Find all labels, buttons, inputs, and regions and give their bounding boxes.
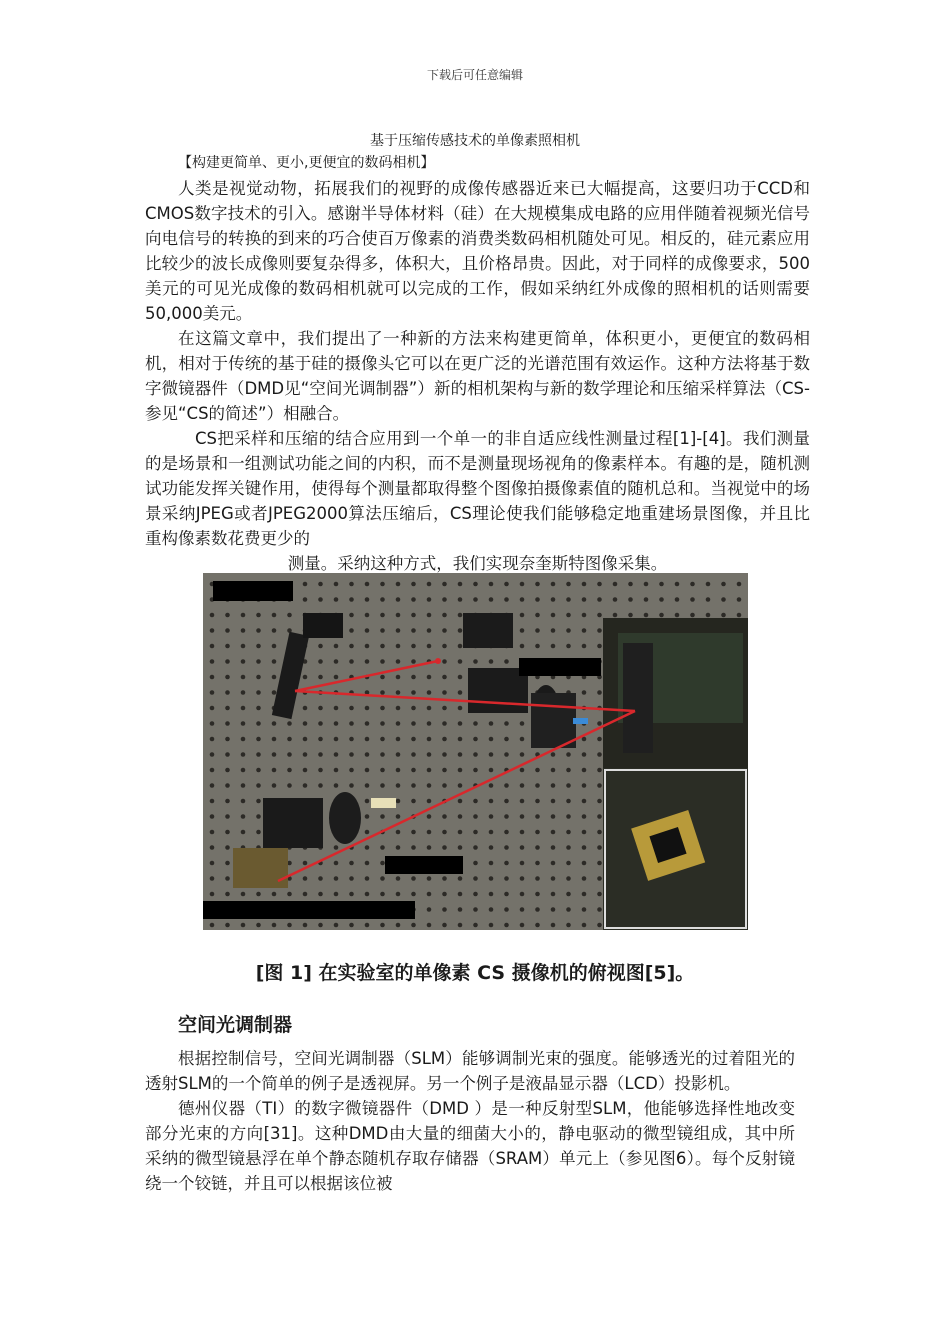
paragraph-2: 在这篇文章中，我们提出了一种新的方法来构建更简单，体积更小，更便宜的数码相机，相对于传统的基于硅的摄像头它可以在更广泛的光谱范围有效运作。这种方法将基于数字微镜器件（DMD见“空间光调制器”）新的相机架构与新的数学理论和压缩采样算法（CS-参见“CS的简述”）相融合。 <box>145 329 810 423</box>
redaction-bar <box>203 901 415 919</box>
paragraph-3-tail: 测量。采纳这种方式，我们实现奈奎斯特图像采集。 <box>287 554 668 573</box>
blue-tag <box>573 718 588 724</box>
section-paragraph-2: 德州仪器（TI）的数字微镜器件（DMD ）是一种反射型SLM，他能够选择性地改变部分光束的方向[31]。这种DMD由大量的细菌大小的，静电驱动的微型镜组成，其中所采纳的微型镜悬浮在单个静态随机存取存储器（SRAM）单元上（参见图6）。每个反射镜绕一个铰链，并且可以根据该位被 <box>145 1099 795 1193</box>
lens-holder <box>303 613 343 638</box>
lab-setup-photo <box>203 573 748 930</box>
paragraph-1: 人类是视觉动物，拓展我们的视野的成像传感器近来已大幅提高，这要归功于CCD和CMOS数字技术的引入。感谢半导体材料（硅）在大规模集成电路的应用伴随着视频光信号向电信号的转换的到来的巧合使百万像素的消费类数码相机随处可见。相反的，硅元素应用比较少的波长成像则要复杂得多，体积大，且价格昂贵。因此，对于同样的成像要求，500美元的可见光成像的数码相机就可以完成的工作，假如采纳红外成像的照相机的话则需要50,000美元。 <box>145 179 810 323</box>
section-paragraph-1: 根据控制信号，空间光调制器（SLM）能够调制光束的强度。能够透光的过着阻光的透射SLM的一个简单的例子是透视屏。另一个例子是液晶显示器（LCD）投影机。 <box>145 1049 795 1093</box>
paragraph-3: CS把采样和压缩的结合应用到一个单一的非自适应线性测量过程[1]-[4]。我们测量的是场景和一组测试功能之间的内积，而不是测量现场视角的像素样本。有趣的是，随机测试功能发挥关键作用，使得每个测量都取得整个图像拍摄像素值的随机总和。当视觉中的场景采纳JPEG或者JPEG2000算法压缩后，CS理论使我们能够稳定地重建场景图像，并且比重构像素数花费更少的 <box>145 429 810 548</box>
document-subtitle: 【构建更简单、更小,更便宜的数码相机】 <box>178 155 435 171</box>
detector-board <box>233 848 288 888</box>
figure-caption: [图 1] 在实验室的单像素 CS 摄像机的俯视图[5]。 <box>255 962 695 984</box>
lens-base <box>531 693 576 748</box>
document-title: 基于压缩传感技术的单像素照相机 <box>370 133 580 149</box>
redaction-bar <box>213 581 293 601</box>
lens-mount <box>463 613 513 648</box>
redaction-bar <box>519 658 601 676</box>
section-body <box>145 1046 795 1196</box>
redaction-bar <box>385 856 463 874</box>
collection-lens <box>329 792 361 844</box>
dmd-mount <box>623 643 653 753</box>
section-heading: 空间光调制器 <box>178 1014 293 1036</box>
header-note: 下载后可任意编辑 <box>426 68 523 82</box>
intro-body <box>145 176 810 576</box>
tag-label <box>371 798 396 808</box>
photodiode-mount <box>263 798 323 848</box>
lab-setup-illustration <box>203 573 748 930</box>
